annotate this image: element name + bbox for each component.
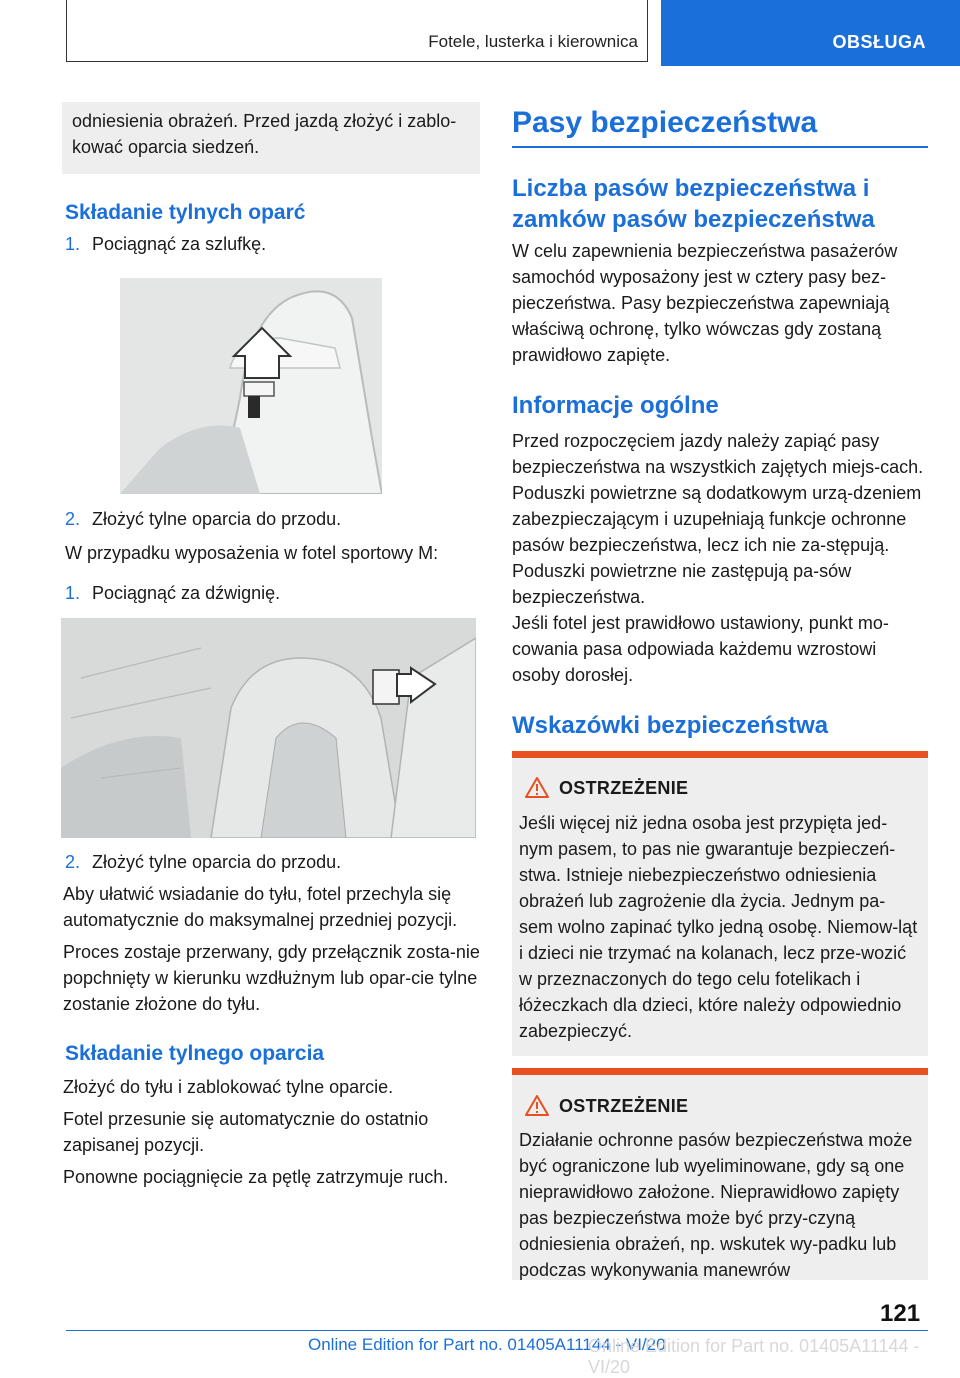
- para-auto-tilt: Aby ułatwić wsiadanie do tyłu, fotel przechyla się automatycznie do maksymalnej przedniej pozycji.: [63, 884, 458, 930]
- page-number: 121: [880, 1300, 921, 1327]
- title-rule: [512, 146, 928, 148]
- para-belt-count: W celu zapewnienia bezpieczeństwa pasażerów samochód wyposażony jest w cztery pasy bez-pieczeństwa. Pasy bezpieczeństwa zapewniają właściwą ochronę, tylko wówczas gdy zostaną prawidłowo zapięte.: [512, 241, 898, 365]
- para-general-info: Przed rozpoczęciem jazdy należy zapiąć pasy bezpieczeństwa na wszystkich zajętych miejs-cach. Poduszki powietrzne są dodatkowym urzą-dzeniem zabezpieczającym i uzupełniają funkcje ochronne pasów bezpieczeństwa, lecz ich nie za-stępują. Poduszki powietrzne nie zastępują pa-sów bezpieczeństwa.: [512, 431, 924, 607]
- footer-watermark: Online Edition for Part no. 01405A11144 - VI/20: [588, 1336, 920, 1377]
- warning-triangle-icon: [524, 776, 550, 799]
- step-2-fold-rear: [65, 506, 341, 532]
- intro-box: [62, 102, 480, 174]
- para-fold-back: Złożyć do tyłu i zablokować tylne oparcie.: [63, 1077, 394, 1097]
- header-frame: [66, 0, 648, 62]
- warning-title: OSTRZEŻENIE: [559, 778, 689, 798]
- warning-bar: [512, 1068, 928, 1075]
- step-text: Pociągnąć za szlufkę.: [92, 234, 267, 254]
- step-text: Złożyć tylne oparcia do przodu.: [92, 509, 342, 529]
- step-number: 2.: [65, 852, 81, 872]
- footer-rule: [66, 1330, 928, 1331]
- para-move-back: Fotel przesunie się automatycznie do ostatnio zapisanej pozycji.: [63, 1109, 429, 1155]
- step-text: Złożyć tylne oparcia do przodu.: [92, 852, 342, 872]
- heading-safety-notes: Wskazówki bezpieczeństwa: [512, 712, 829, 739]
- para-seat-adjust: Jeśli fotel jest prawidłowo ustawiony, punkt mo-cowania pasa odpowiada każdemu wzrostowi osoby dorosłej.: [512, 613, 889, 685]
- heading-fold-rear: Składanie tylnych oparć: [65, 201, 306, 224]
- step-number: 1.: [65, 583, 81, 603]
- heading-general-info: Informacje ogólne: [512, 392, 719, 419]
- section-title: Fotele, lusterka i kierownica: [428, 32, 638, 51]
- step-1-sport-seat: [65, 580, 280, 606]
- step-text: Pociągnąć za dźwignię.: [92, 583, 281, 603]
- heading-belt-count: Liczba pasów bezpieczeństwa i zamków pasów bezpieczeństwa: [512, 175, 875, 233]
- rear-seat-strap-illustration: [120, 278, 382, 494]
- warning-box-2: [512, 1075, 928, 1280]
- para-interrupt: Proces zostaje przerwany, gdy przełącznik zosta-nie popchnięty w kierunku wzdłużnym lub opar-cie tylne zostanie złożone do tyłu.: [63, 942, 480, 1014]
- step-number: 1.: [65, 234, 81, 254]
- step-number: 2.: [65, 509, 81, 529]
- warning-triangle-icon: [524, 1094, 550, 1117]
- warning-title: OSTRZEŻENIE: [559, 1096, 689, 1116]
- warning-text: Działanie ochronne pasów bezpieczeństwa może być ograniczone lub wyeliminowane, gdy są one nieprawidłowo założone. Nieprawidłowo zapięty pas bezpieczeństwa może być przy-czyną odniesienia obrażeń, np. wskutek wy-padku lub podczas wykonywania manewrów: [519, 1130, 913, 1280]
- step-1-fold-rear: [65, 231, 266, 257]
- intro-text: odniesienia obrażeń. Przed jazdą złożyć i zablo-kować oparcia siedzeń.: [72, 111, 457, 157]
- warning-box-1: [512, 758, 928, 1056]
- para-stop: Ponowne pociągnięcie za pętlę zatrzymuje ruch.: [63, 1167, 449, 1187]
- heading-fold-back: Składanie tylnego oparcia: [65, 1042, 325, 1065]
- sport-seat-lever-illustration: [61, 618, 476, 838]
- section-tab-label: OBSŁUGA: [832, 32, 926, 52]
- warning-bar: [512, 751, 928, 758]
- warning-text: Jeśli więcej niż jedna osoba jest przypięta jed-nym pasem, to pas nie gwarantuje bezpieczeń-stwa. Istnieje niebezpieczeństwo odniesienia obrażeń lub zagrożenie dla życia. Jednym pa-sem wolno zapinać tylko jedną osobę. Niemow-ląt i dzieci nie trzymać na kolanach, lecz prze-wozić w przeznaczonych do tego celu fotelikach i łóżeczkach dla dzieci, które należy odpowiednio zabezpieczyć.: [519, 813, 918, 1041]
- sport-seat-note: W przypadku wyposażenia w fotel sportowy M:: [65, 543, 439, 563]
- footer-edition: Online Edition for Part no. 01405A11144 - VI/20: [308, 1335, 666, 1354]
- step-2-sport-seat: [65, 849, 341, 875]
- title-seat-belts: Pasy bezpieczeństwa: [512, 106, 818, 139]
